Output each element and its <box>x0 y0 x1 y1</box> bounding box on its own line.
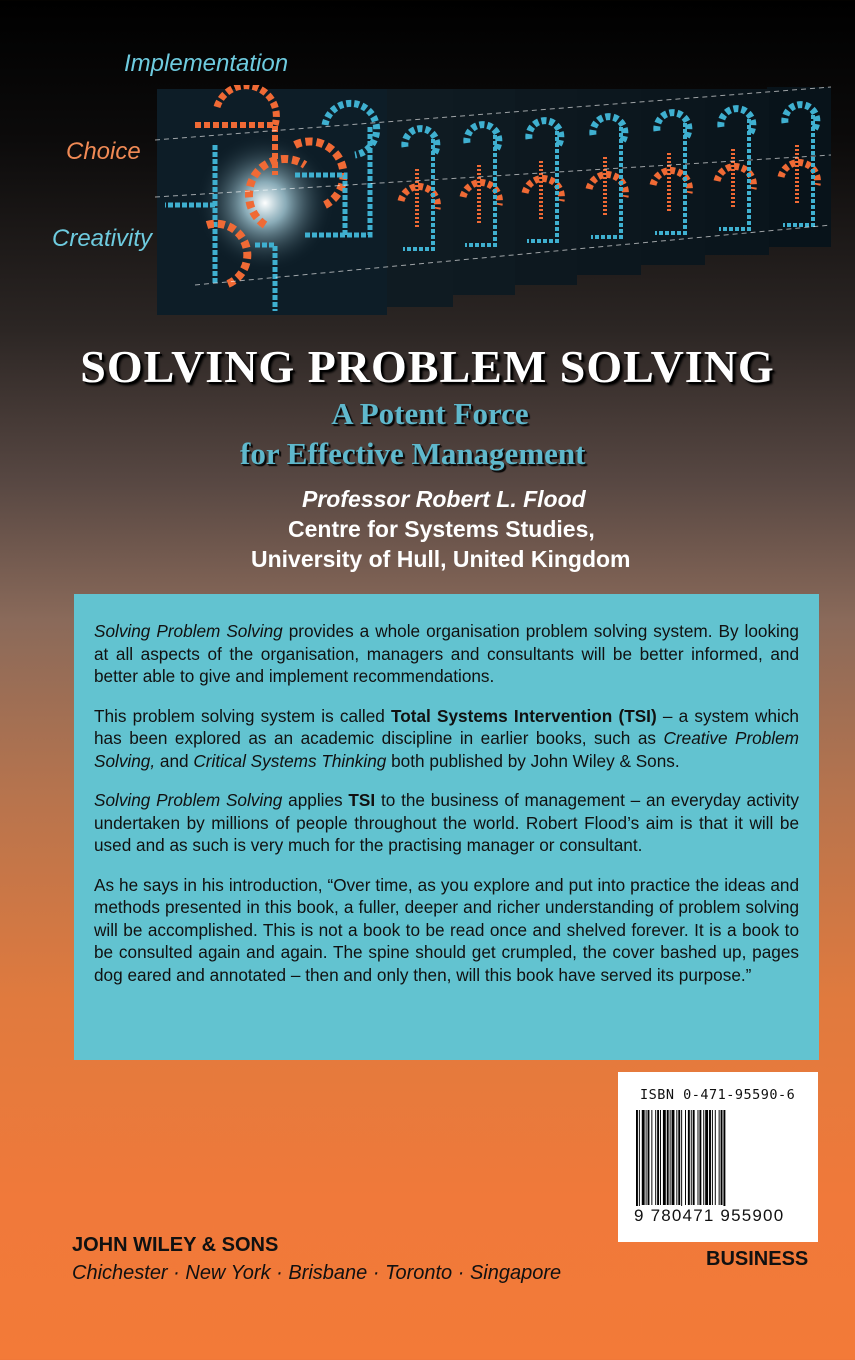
blurb-text: both published by John Wiley & Sons. <box>386 750 680 771</box>
blurb-book-title: Solving Problem Solving <box>94 621 283 641</box>
author-name: Professor Robert L. Flood <box>302 486 586 512</box>
blurb-text: provides a whole organisation problem solving system. By looking at all aspects of the organisation, managers and consultants will be better informed, and better able to give and implement recommendations. <box>94 621 799 686</box>
blurb-text: This problem solving system is called <box>94 705 392 726</box>
implementation-label: Implementation <box>124 50 289 77</box>
creativity-label: Creativity <box>52 225 153 252</box>
blurb-book-title: Solving Problem Solving <box>94 790 283 810</box>
front-panel <box>157 86 387 315</box>
affiliation-line-2: University of Hull, United Kingdom <box>251 546 631 572</box>
blurb-text: and <box>155 750 194 771</box>
blurb-paragraph-2 <box>94 705 799 773</box>
panel-5 <box>639 89 705 265</box>
blurb-box <box>74 594 819 1060</box>
affiliation-line-1: Centre for Systems Studies, <box>288 516 595 542</box>
panel-2 <box>449 89 515 295</box>
panel-1 <box>387 89 453 307</box>
blurb-text: to the business of management – an everyday activity undertaken by millions of people throughout the world. Robert Flood’s aim is that it will be used and as such is very much for the practising manager or consultant. <box>94 790 799 855</box>
choice-label: Choice <box>66 138 141 165</box>
panel-6 <box>703 89 769 255</box>
blurb-paragraph-4: As he says in his introduction, “Over time, as you explore and put into practice the ideas and methods presented in this book, a fuller, deeper and richer understanding of problem solving will be accomplished. This is not a book to be read once and shelved forever. It is a book to be consulted again and again. The spine should get crumpled, the cover bashed up, pages dog eared and annotated – then and only then, will this book have served its purpose.” <box>94 874 799 985</box>
isbn-text: ISBN 0-471-95590-6 <box>640 1087 796 1103</box>
blurb-book-ref: Critical Systems Thinking <box>193 750 387 771</box>
barcode-panel <box>618 1072 818 1242</box>
blurb-tsi-term: TSI <box>348 790 376 810</box>
subtitle-line-2: for Effective Management <box>240 436 586 471</box>
panel-7 <box>767 87 831 247</box>
publisher-cities: Chichester · New York · Brisbane · Toronto · Singapore <box>72 1262 562 1284</box>
blurb-text: applies <box>282 790 349 810</box>
ean-number: 9 780471 955900 <box>634 1206 785 1225</box>
blurb-paragraph-3 <box>94 789 799 857</box>
blurb-book-ref: Creative Problem Solving, <box>94 728 799 771</box>
blurb-paragraph-1 <box>94 620 799 688</box>
publisher-name: JOHN WILEY & SONS <box>72 1234 279 1256</box>
subtitle-line-1: A Potent Force <box>331 396 529 431</box>
book-title: SOLVING PROBLEM SOLVING <box>80 341 775 392</box>
cover-artwork <box>155 85 835 320</box>
panel-4 <box>575 89 641 275</box>
blurb-tsi-term: Total Systems Intervention (TSI) <box>391 705 657 726</box>
blurb-text: – a system which has been explored as an academic discipline in earlier books, such as <box>94 705 799 748</box>
barcode-icon <box>632 1110 808 1215</box>
category-label: BUSINESS <box>706 1248 809 1270</box>
panel-3 <box>511 89 577 285</box>
